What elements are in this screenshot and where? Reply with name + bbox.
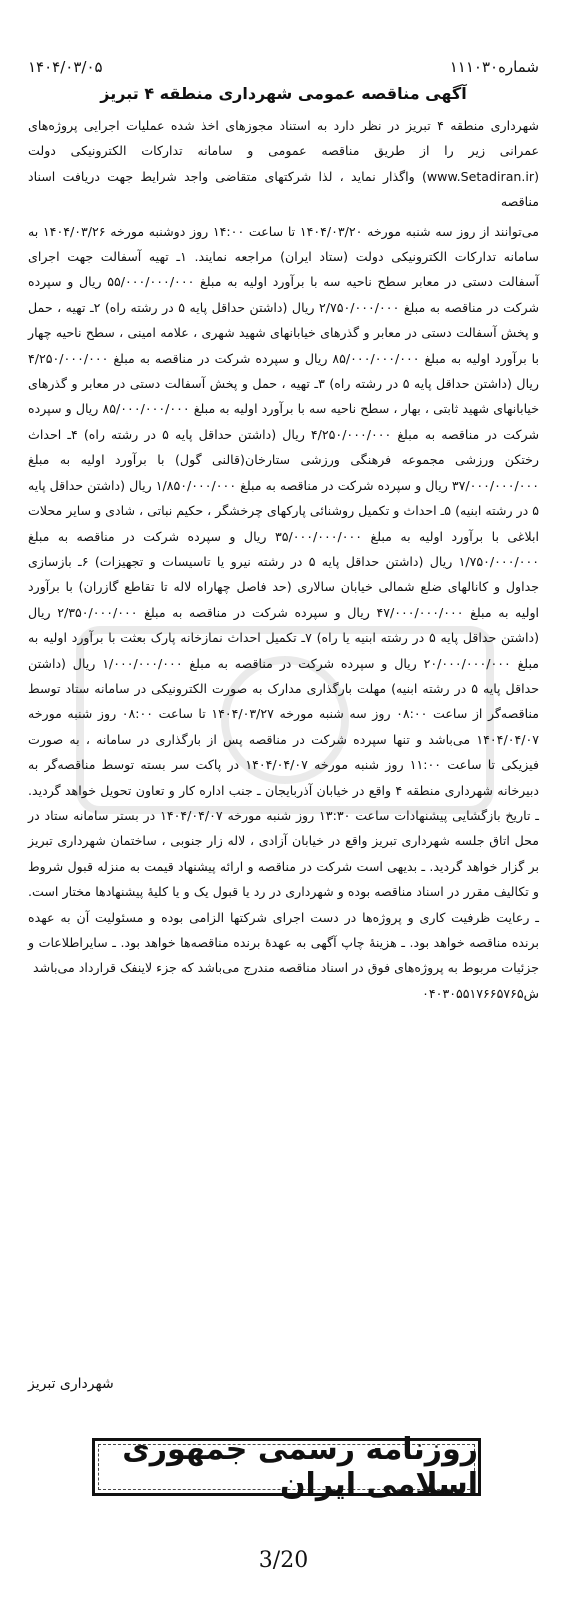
banner-text: روزنامه رسمی جمهوری اسلامی ایران xyxy=(122,1432,478,1502)
newspaper-banner xyxy=(92,1432,481,1502)
notice-code: ش۰۴۰۳۰۵۵۱۷۶۶۵۷۶۵ xyxy=(422,985,539,1001)
signature-row xyxy=(28,1376,539,1402)
notice-number: شماره۱۱۱۰۳۰ xyxy=(449,58,539,76)
notice-body xyxy=(28,113,539,1006)
signature: شهرداری تبریز xyxy=(28,1376,114,1392)
document-header xyxy=(28,58,539,84)
intro-paragraph: شهرداری منطقه ۴ تبریز در نظر دارد به استناد مجوزهای اخذ شده عملیات اجرایی پروژه‌های عمرانی زیر را از طریق مناقصه عمومی و سامانه تدارکات الکترونیکی دولت (www.Setadiran.ir) واگذار نماید ، لذا شرکتهای متقاضی واجد شرایط جهت دریافت اسناد مناقصه xyxy=(28,118,539,210)
page-number: 3/20 xyxy=(258,1548,309,1573)
notice-title: آگهی مناقصه عمومی شهرداری منطقه ۴ تبریز xyxy=(100,84,467,103)
details-paragraph: می‌توانند از روز سه شنبه مورخه ۱۴۰۴/۰۳/۲۰ تا ساعت ۱۴:۰۰ روز دوشنبه مورخه ۱۴۰۴/۰۳/۲۶ به سامانه تدارکات الکترونیکی دولت (ستاد ایران) مراجعه نمایند. ۱ـ تهیه آسفالت جهت اجرای آسفالت دستی در معابر سطح ناحیه سه با برآورد اولیه به مبلغ ۵۵/۰۰۰/۰۰۰/۰۰۰ ریال و سپرده شرکت در مناقصه به مبلغ ۲/۷۵۰/۰۰۰/۰۰۰ ریال (داشتن حداقل پایه ۵ در رشته راه) ۲ـ تهیه ، حمل و پخش آسفالت دستی در معابر و گذرهای خیابانهای شهید شهری ، علامه امینی ، سطح ناحیه چهار با برآورد اولیه به مبلغ ۸۵/۰۰۰/۰۰۰/۰۰۰ ریال و سپرده شرکت در مناقصه به مبلغ ۴/۲۵۰/۰۰۰/۰۰۰ ریال (داشتن حداقل پایه ۵ در رشته راه) ۳ـ تهیه ، حمل و پخش آسفالت دستی در معابر و گذرهای خیابانهای شهید ثابتی ، بهار ، سطح ناحیه سه با برآورد اولیه به مبلغ ۸۵/۰۰۰/۰۰۰/۰۰۰ ریال و سپرده شرکت در مناقصه به مبلغ ۴/۲۵۰/۰۰۰/۰۰۰ ریال (داشتن حداقل پایه ۵ در رشته راه) ۴ـ احداث رختکن ورزشی مجموعه فرهنگی ورزشی ستارخان(قالنی گول) با برآورد اولیه به مبلغ ۳۷/۰۰۰/۰۰۰/۰۰۰ ریال و سپرده شرکت در مناقصه به مبلغ ۱/۸۵۰/۰۰۰/۰۰۰ ریال (داشتن حداقل پایه ۵ در رشته ابنیه) ۵ـ احداث و تکمیل روشنائی پارکهای چرخشگر ، حکیم نباتی ، شادی و سایر محلات ابلاغی با برآورد اولیه به مبلغ ۳۵/۰۰۰/۰۰۰/۰۰۰ ریال و سپرده شرکت در مناقصه به مبلغ ۱/۷۵۰/۰۰۰/۰۰۰ ریال (داشتن حداقل پایه ۵ در رشته نیرو یا تاسیسات و تجهیزات) ۶ـ بازسازی جداول و کانالهای ضلع شمالی خیابان سالاری (حد فاصل چهاراه لاله تا تقاطع گازران) با برآورد اولیه به مبلغ ۴۷/۰۰۰/۰۰۰/۰۰۰ ریال و سپرده شرکت در مناقصه به مبلغ ۲/۳۵۰/۰۰۰/۰۰۰ ریال (داشتن حداقل پایه ۵ در رشته ابنیه یا راه) ۷ـ تکمیل احداث نمازخانه پارک بعثت با برآورد اولیه به مبلغ ۲۰/۰۰۰/۰۰۰/۰۰۰ ریال و سپرده شرکت در مناقصه به مبلغ ۱/۰۰۰/۰۰۰/۰۰۰ ریال (داشتن حداقل پایه ۵ در رشته ابنیه) مهلت بارگذاری مدارک به صورت الکترونیکی در سامانه ستاد توسط مناقصه‌گر از ساعت ۰۸:۰۰ روز سه شنبه مورخه ۱۴۰۴/۰۳/۲۷ تا ساعت ۰۸:۰۰ روز شنبه مورخه ۱۴۰۴/۰۴/۰۷ می‌باشد و تنها سپرده شرکت در مناقصه پس از بارگذاری در سامانه ، به صورت فیزیکی تا ساعت ۱۱:۰۰ روز شنبه مورخه ۱۴۰۴/۰۴/۰۷ در پاکت سر بسته توسط مناقصه‌گر به دبیرخانه شهرداری منطقه ۴ واقع در خیابان آذربایجان ـ جنب اداره کار و تعاون تحویل خواهد گردید. ـ تاریخ بازگشایی پیشنهادات ساعت ۱۳:۳۰ روز شنبه مورخه ۱۴۰۴/۰۴/۰۷ در بستر سامانه ستاد در محل اتاق جلسه شهرداری تبریز واقع در خیابان آزادی ، لاله زار جنوبی ، ساختمان شهرداری تبریز بر گزار خواهد گردید. ـ بدیهی است شرکت در مناقصه و ارائه پیشنهاد قیمت به منزله قبول شروط و تکالیف مقرر در اسناد مناقصه بوده و شهرداری در رد یا قبول یک و یا کلیهٔ پیشنهادها مختار است. ـ رعایت ظرفیت کاری و پروژه‌ها در دست اجرای شرکتها الزامی بوده و مسئولیت آن به عهده برنده مناقصه خواهد بود. ـ هزینهٔ چاپ آگهی به عهدهٔ برنده مناقصه‌ها خواهد بود. ـ سایراطلاعات و جزئیات مربوط به پروژه‌های فوق در اسناد مناقصه مندرج می‌باشد که جزء لاینفک قرارداد می‌باشد xyxy=(28,223,540,976)
notice-date: ۱۴۰۴/۰۳/۰۵ xyxy=(28,58,103,76)
